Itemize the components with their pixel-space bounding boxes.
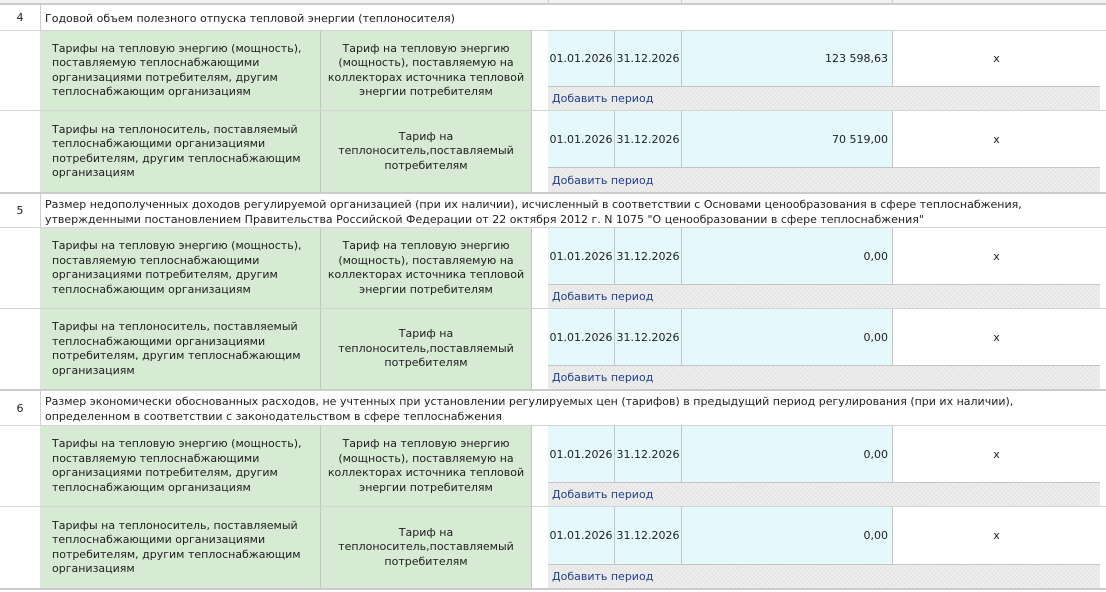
table-row xyxy=(0,31,1106,110)
tariff-name-label: Тариф на теплоноситель,поставляемый потребителям xyxy=(321,507,532,588)
date-to-field[interactable]: 31.12.2026 xyxy=(615,31,682,87)
section-title: Размер недополученных доходов регулируемой организацией (при их наличии), исчисленный в соответствии с Основами ценообразования в сфере теплоснабжения, утвержденными постановлением Правительства Российской Федерации от 22 октября 2012 г. N 1075 "О ценообразовании в сфере теплоснабжения" xyxy=(45,197,1022,226)
tariff-group-label: Тарифы на тепловую энергию (мощность), поставляемую теплоснабжающими организациями потребителям, другим теплоснабжающим организациям xyxy=(40,228,321,308)
date-to-field[interactable]: 31.12.2026 xyxy=(615,309,682,366)
table-row xyxy=(0,507,1106,588)
date-from-field[interactable]: 01.01.2026 xyxy=(548,31,615,87)
value-field[interactable]: 0,00 xyxy=(682,426,893,483)
delete-period-button[interactable]: x xyxy=(893,228,1100,285)
section-title: Размер экономически обоснованных расходов, не учтенных при установлении регулируемых цен (тарифов) в предыдущий период регулирования (при их наличии), определенном в соответствии с законодательством в сфере теплоснабжения xyxy=(45,395,1014,423)
section-separator xyxy=(0,588,1106,590)
table-row xyxy=(0,426,1106,506)
date-to-field[interactable]: 31.12.2026 xyxy=(615,228,682,285)
add-period-row xyxy=(548,483,1100,506)
date-from-field[interactable]: 01.01.2026 xyxy=(548,426,615,483)
add-period-link[interactable]: Добавить период xyxy=(552,173,654,187)
tariff-group-label: Тарифы на теплоноситель, поставляемый теплоснабжающими организациями потребителям, другим теплоснабжающим организациям xyxy=(40,111,321,192)
value-field[interactable]: 70 519,00 xyxy=(682,111,893,168)
section-number: 4 xyxy=(16,11,24,24)
delete-period-button[interactable]: x xyxy=(893,111,1100,168)
add-period-row xyxy=(548,565,1100,588)
date-from-field[interactable]: 01.01.2026 xyxy=(548,111,615,168)
value-field[interactable]: 123 598,63 xyxy=(682,31,893,87)
delete-period-button[interactable]: x xyxy=(893,426,1100,483)
tariff-group-label: Тарифы на теплоноситель, поставляемый теплоснабжающими организациями потребителям, другим теплоснабжающим организациям xyxy=(40,507,321,588)
date-from-field[interactable]: 01.01.2026 xyxy=(548,228,615,285)
table-row xyxy=(0,309,1106,389)
add-period-row xyxy=(548,168,1100,192)
tariff-name-label: Тариф на тепловую энергию (мощность), поставляемую на коллекторах источника тепловой энергии потребителям xyxy=(321,31,532,110)
add-period-link[interactable]: Добавить период xyxy=(552,488,654,501)
date-to-field[interactable]: 31.12.2026 xyxy=(615,507,682,565)
section-title: Годовой объем полезного отпуска тепловой энергии (теплоносителя) xyxy=(45,12,455,25)
add-period-link[interactable]: Добавить период xyxy=(552,371,654,384)
tariff-name-label: Тариф на тепловую энергию (мощность), поставляемую на коллекторах источника тепловой энергии потребителям xyxy=(321,228,532,308)
tariff-group-label: Тарифы на тепловую энергию (мощность), поставляемую теплоснабжающими организациями потребителям, другим теплоснабжающим организациям xyxy=(40,426,321,506)
table-row xyxy=(0,111,1106,192)
add-period-link[interactable]: Добавить период xyxy=(552,570,654,583)
section-number: 6 xyxy=(16,401,24,415)
add-period-row xyxy=(548,87,1100,110)
tariff-name-label: Тариф на тепловую энергию (мощность), поставляемую на коллекторах источника тепловой энергии потребителям xyxy=(321,426,532,506)
tariff-group-label: Тарифы на теплоноситель, поставляемый теплоснабжающими организациями потребителям, другим теплоснабжающим организациям xyxy=(40,309,321,389)
date-to-field[interactable]: 31.12.2026 xyxy=(615,426,682,483)
tariff-group-label: Тарифы на тепловую энергию (мощность), поставляемую теплоснабжающими организациями потребителям, другим теплоснабжающим организациям xyxy=(40,31,321,110)
date-from-field[interactable]: 01.01.2026 xyxy=(548,507,615,565)
tariff-name-label: Тариф на теплоноситель,поставляемый потребителям xyxy=(321,309,532,389)
value-field[interactable]: 0,00 xyxy=(682,507,893,565)
section-number: 5 xyxy=(16,204,24,217)
value-field[interactable]: 0,00 xyxy=(682,228,893,285)
delete-period-button[interactable]: x xyxy=(893,507,1100,565)
table-row xyxy=(0,228,1106,308)
delete-period-button[interactable]: x xyxy=(893,309,1100,366)
date-to-field[interactable]: 31.12.2026 xyxy=(615,111,682,168)
add-period-row xyxy=(548,285,1100,308)
value-field[interactable]: 0,00 xyxy=(682,309,893,366)
delete-period-button[interactable]: x xyxy=(893,31,1100,87)
date-from-field[interactable]: 01.01.2026 xyxy=(548,309,615,366)
add-period-row xyxy=(548,366,1100,389)
tariff-name-label: Тариф на теплоноситель,поставляемый потребителям xyxy=(321,111,532,192)
add-period-link[interactable]: Добавить период xyxy=(552,92,654,105)
add-period-link[interactable]: Добавить период xyxy=(552,290,654,303)
